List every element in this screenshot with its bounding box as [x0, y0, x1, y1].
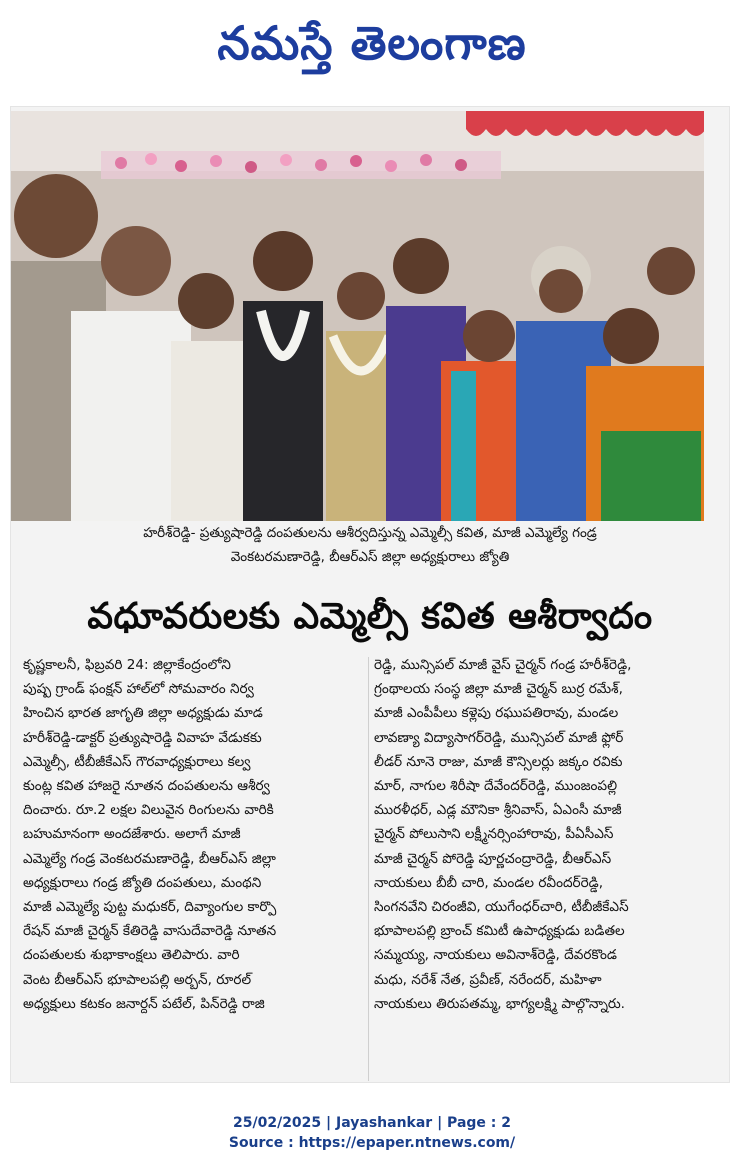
footer-source-link[interactable]: Source : https://epaper.ntnews.com/	[228, 1135, 516, 1151]
article-line: మధు, నరేశ్ నేత, ప్రవీణ్, నరేందర్, మహిళా	[374, 971, 602, 988]
article-line: మురళీధర్, ఎడ్ల మౌనికా శ్రీనివాస్, ఏఎంసీ మాజీ	[374, 802, 622, 819]
article-line: కుంట్ల కవిత హాజరై నూతన దంపతులను ఆశీర్వ	[23, 778, 270, 795]
photo-caption	[11, 521, 729, 571]
source-footer	[0, 1113, 744, 1153]
article-line: చైర్మన్ పోలుసాని లక్ష్మీనర్సింహారావు, పీఏసీఎస్	[374, 826, 614, 843]
article-column-left	[23, 653, 363, 1016]
article-line: నాయకులు బీబీ చారి, మండల రవీందర్‌రెడ్డి,	[374, 874, 604, 891]
article-line: బహుమానంగా అందజేశారు. అలాగే మాజీ	[23, 826, 241, 843]
article-line: నాయకులు తిరుపతమ్మ, భాగ్యలక్ష్మి పాల్గొన్నారు.	[374, 995, 625, 1012]
masthead-logo: నమస్తే తెలంగాణ	[217, 16, 527, 70]
article-line: ఎమ్మెల్సీ, టీబీజీకేఎస్ గౌరవాధ్యక్షురాలు కల్వ	[23, 753, 251, 770]
headline: వధూవరులకు ఎమ్మెల్సీ కవిత ఆశీర్వాదం	[87, 596, 653, 637]
article-column-right	[374, 653, 714, 1016]
column-divider	[368, 657, 369, 1081]
article-line: రెడ్డి, మున్సిపల్ మాజీ వైస్ చైర్మన్ గండ్ర హరీశ్‌రెడ్డి,	[374, 657, 632, 673]
article-line: కృష్ణకాలనీ, ఫిబ్రవరి 24: జిల్లాకేంద్రంలోని	[23, 657, 231, 673]
news-clipping	[10, 106, 730, 1083]
article-line: లావణ్యా విద్యాసాగర్‌రెడ్డి, మున్సిపల్ మాజీ ఫ్లోర్	[374, 729, 624, 746]
article-line: వెంట బీఆర్‌ఎస్ భూపాలపల్లి అర్బన్, రూరల్	[23, 971, 252, 988]
article-line: గ్రంథాలయ సంస్థ జిల్లా మాజీ చైర్మన్ బుర్ర రమేశ్,	[374, 681, 623, 698]
article-line: మాజీ ఎమ్మెల్యే పుట్ట మధుకర్, దివ్యాంగుల కార్పొ	[23, 899, 277, 916]
article-line: మాజీ ఎంపీపీలు కళ్లెపు రఘుపతిరావు, మండల	[374, 705, 619, 722]
article-line: హరీశ్‌రెడ్డి-డాక్టర్ ప్రత్యుషారెడ్డి వివాహ వేడుకకు	[23, 729, 262, 746]
article-line: మాజీ చైర్మన్ పోరెడ్డి పూర్ణచంద్రారెడ్డి, బీఆర్‌ఎస్	[374, 850, 612, 867]
article-line: మార్, నాగుల శిరీషా దేవేందర్‌రెడ్డి, ముంజంపల్లి	[374, 778, 618, 795]
article-line: అధ్యక్షురాలు గండ్ర జ్యోతి దంపతులు, మంథని	[23, 874, 262, 891]
article-line: ఎమ్మెల్యే గండ్ర వెంకటరమణారెడ్డి, బీఆర్‌ఎస్ జిల్లా	[23, 850, 276, 867]
article-line: దించారు. రూ.2 లక్షల విలువైన రింగులను వారికి	[23, 802, 274, 819]
caption-line: వెంకటరమణారెడ్డి, బీఆర్‌ఎస్ జిల్లా అధ్యక్షురాలు జ్యోతి	[230, 549, 510, 565]
footer-date-line: 25/02/2025 | Jayashankar | Page : 2	[233, 1115, 511, 1131]
article-line: భూపాలపల్లి బ్రాంచ్ కమిటీ ఉపాధ్యక్షుడు బడితల	[374, 923, 625, 940]
wedding-photo-icon	[11, 111, 704, 521]
caption-line: హరీశ్‌రెడ్డి- ప్రత్యుషారెడ్డి దంపతులను ఆశీర్వదిస్తున్న ఎమ్మెల్సీ కవిత, మాజీ ఎమ్మెల్యే గండ్ర	[143, 525, 597, 541]
article-line: అధ్యక్షులు కటకం జనార్దన్ పటేల్, పిన్‌రెడ్డి రాజి	[23, 995, 265, 1012]
article-line: సింగనవేని చిరంజీవి, యుగేంధర్‌చారి, టీబీజీకేఎస్	[374, 899, 629, 916]
article-line: హించిన భారత జాగృతి జిల్లా అధ్యక్షుడు మాడ	[23, 705, 263, 722]
article-line: సమ్మయ్య, నాయకులు అవినాశ్‌రెడ్డి, దేవరకొండ	[374, 947, 617, 964]
news-photo	[11, 111, 704, 521]
article-line: లీడర్ నూనె రాజు, మాజీ కౌన్సిలర్లు జక్కం రవికు	[374, 753, 623, 770]
article-line: పుష్ప గ్రాండ్ ఫంక్షన్ హాల్‌లో సోమవారం నిర్వ	[23, 681, 254, 698]
article-line: దంపతులకు శుభాకాంక్షలు తెలిపారు. వారి	[23, 947, 240, 964]
article-line: రేషన్ మాజీ చైర్మన్ కేతిరెడ్డి వాసుదేవారెడ్డి నూతన	[23, 923, 277, 940]
